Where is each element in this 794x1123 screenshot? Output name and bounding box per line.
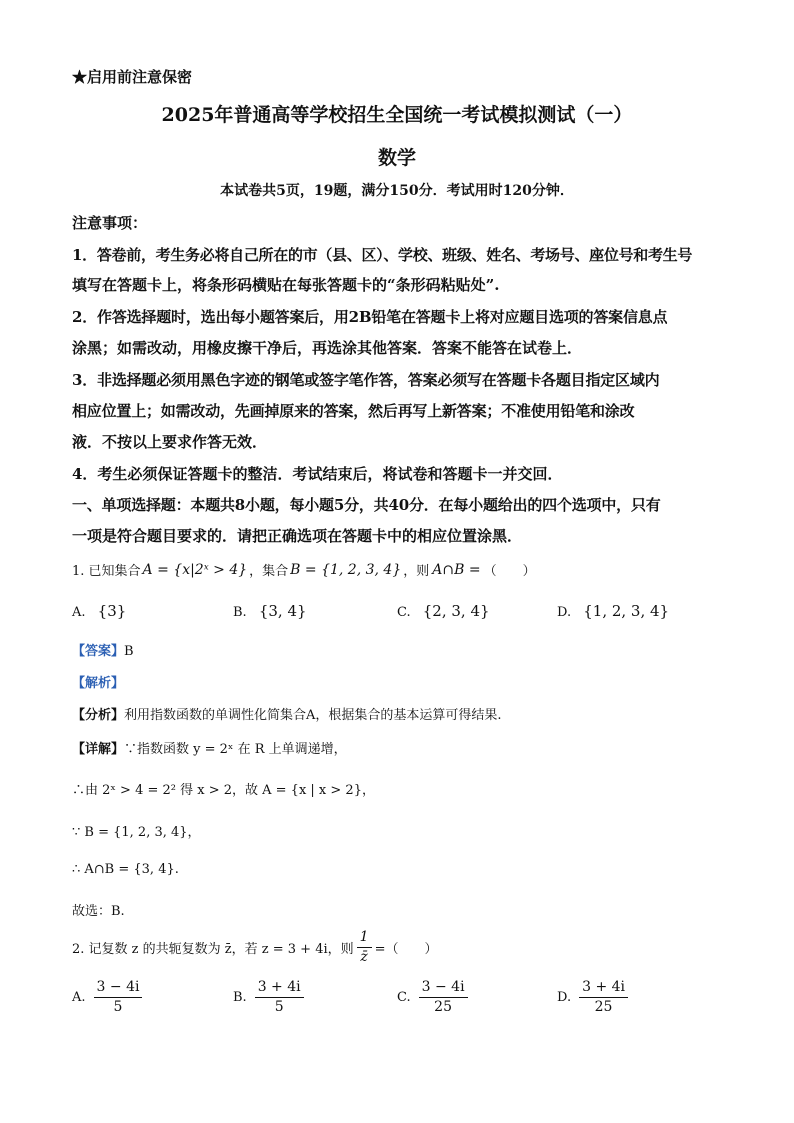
question-1-stem (72, 560, 536, 579)
q1-set-a: A = {x|2ˣ > 4} (142, 561, 248, 578)
q2-option-c (397, 978, 468, 1017)
fraction-denominator: 5 (113, 998, 123, 1015)
fraction-numerator: 3 + 4i (579, 978, 628, 998)
fraction-numerator: 3 − 4i (419, 978, 468, 998)
q1-mid: ，集合 (249, 564, 289, 579)
q1-option-b (233, 602, 307, 620)
note-line: 相应位置上；如需改动，先画掉原来的答案，然后再写上新答案；不准使用铅笔和涂改 (72, 402, 635, 420)
q1-fenxi (72, 704, 502, 723)
solution-step: ∴ A∩B = {3, 4}. (72, 862, 179, 877)
option-label: A. (72, 989, 86, 1005)
q2-option-a (72, 978, 142, 1017)
option-label: C. (397, 605, 411, 620)
option-value: {2, 3, 4} (422, 602, 490, 620)
fraction-denominator: z̄ (360, 948, 368, 965)
fraction-denominator: 5 (274, 998, 284, 1015)
fraction-numerator: 3 + 4i (255, 978, 304, 998)
q2-fraction (357, 928, 372, 967)
note-line: 液．不按以上要求作答无效． (72, 433, 268, 451)
question-2-stem (72, 928, 437, 967)
q1-option-d (557, 602, 669, 620)
q1-xiangjie (72, 738, 347, 757)
fenxi-tag: 【分析】 (72, 708, 125, 723)
q1-option-a (72, 602, 126, 620)
option-value: {1, 2, 3, 4} (583, 602, 670, 620)
exam-title: 2025年普通高等学校招生全国统一考试模拟测试（一） (161, 104, 633, 126)
section-heading: 一、单项选择题：本题共8小题，每小题5分，共40分．在每小题给出的四个选项中，只有 (72, 496, 661, 514)
fenxi-text: 利用指数函数的单调性化简集合A，根据集合的基本运算可得结果. (124, 708, 502, 723)
exam-info: 本试卷共5页，19题，满分150分．考试用时120分钟． (220, 183, 574, 199)
option-fraction (255, 978, 304, 1017)
q1-answer (72, 640, 134, 659)
option-label: D. (557, 989, 572, 1005)
xiangjie-tag: 【详解】 (72, 742, 125, 757)
fraction-denominator: 25 (434, 998, 452, 1015)
solution-step: ∴由 2ˣ > 4 = 2² 得 x > 2，故 A = {x | x > 2}， (72, 783, 375, 798)
option-label: D. (557, 605, 572, 620)
option-label: B. (233, 989, 247, 1005)
option-fraction (419, 978, 468, 1017)
option-fraction (579, 978, 628, 1017)
q2-suffix: =（ ） (374, 941, 438, 957)
solution-conclusion: 故选：B. (72, 904, 125, 919)
solution-step: ∵ B = {1, 2, 3, 4}， (72, 825, 201, 840)
fraction-denominator: 25 (594, 998, 613, 1015)
note-line: 填写在答题卡上，将条形码横贴在每张答题卡的“条形码粘贴处”. (72, 276, 500, 294)
answer-value: B (124, 644, 134, 659)
q1-set-b: B = {1, 2, 3, 4} (290, 561, 402, 578)
option-label: B. (233, 605, 247, 620)
option-label: A. (72, 605, 86, 620)
q1-paren: （ ） (483, 564, 536, 579)
q1-expr: A∩B = (432, 561, 481, 578)
option-fraction (94, 978, 143, 1017)
note-line: 3．非选择题必须用黑色字迹的钢笔或签字笔作答，答案必须写在答题卡各题目指定区域内 (72, 371, 660, 389)
note-line: 涂黑；如需改动，用橡皮擦干净后，再选涂其他答案．答案不能答在试卷上． (72, 339, 583, 357)
option-value: {3, 4} (258, 602, 307, 620)
q2-option-b (233, 978, 304, 1017)
subject-title: 数学 (377, 147, 416, 169)
section-heading: 一项是符合题目要求的．请把正确选项在答题卡中的相应位置涂黑． (72, 527, 523, 545)
note-line: 4．考生必须保证答题卡的整洁．考试结束后，将试卷和答题卡一并交回． (72, 465, 563, 483)
note-line: 1．答卷前，考生务必将自己所在的市（县、区）、学校、班级、姓名、考场号、座位号和考生号 (72, 246, 693, 264)
xiangjie-text: ∵指数函数 y = 2ˣ 在 R 上单调递增， (124, 742, 347, 757)
confidential-mark: ★启用前注意保密 (72, 68, 193, 86)
notes-heading: 注意事项： (72, 214, 148, 232)
option-value: {3} (97, 602, 127, 620)
analysis-tag: 【解析】 (72, 676, 125, 691)
q1-prefix: 1. 已知集合 (72, 564, 141, 579)
note-line: 2．作答选择题时，选出每小题答案后，用2B铅笔在答题卡上将对应题目选项的答案信息点 (72, 308, 668, 326)
fraction-numerator: 1 (357, 928, 372, 948)
q2-prefix: 2. 记复数 z 的共轭复数为 z̄，若 z = 3 + 4i，则 (72, 941, 354, 957)
q2-option-d (557, 978, 628, 1017)
option-label: C. (397, 989, 411, 1005)
fraction-numerator: 3 − 4i (94, 978, 143, 998)
q1-suffix: ，则 (403, 564, 430, 579)
answer-tag: 【答案】 (72, 644, 125, 659)
q1-option-c (397, 602, 490, 620)
